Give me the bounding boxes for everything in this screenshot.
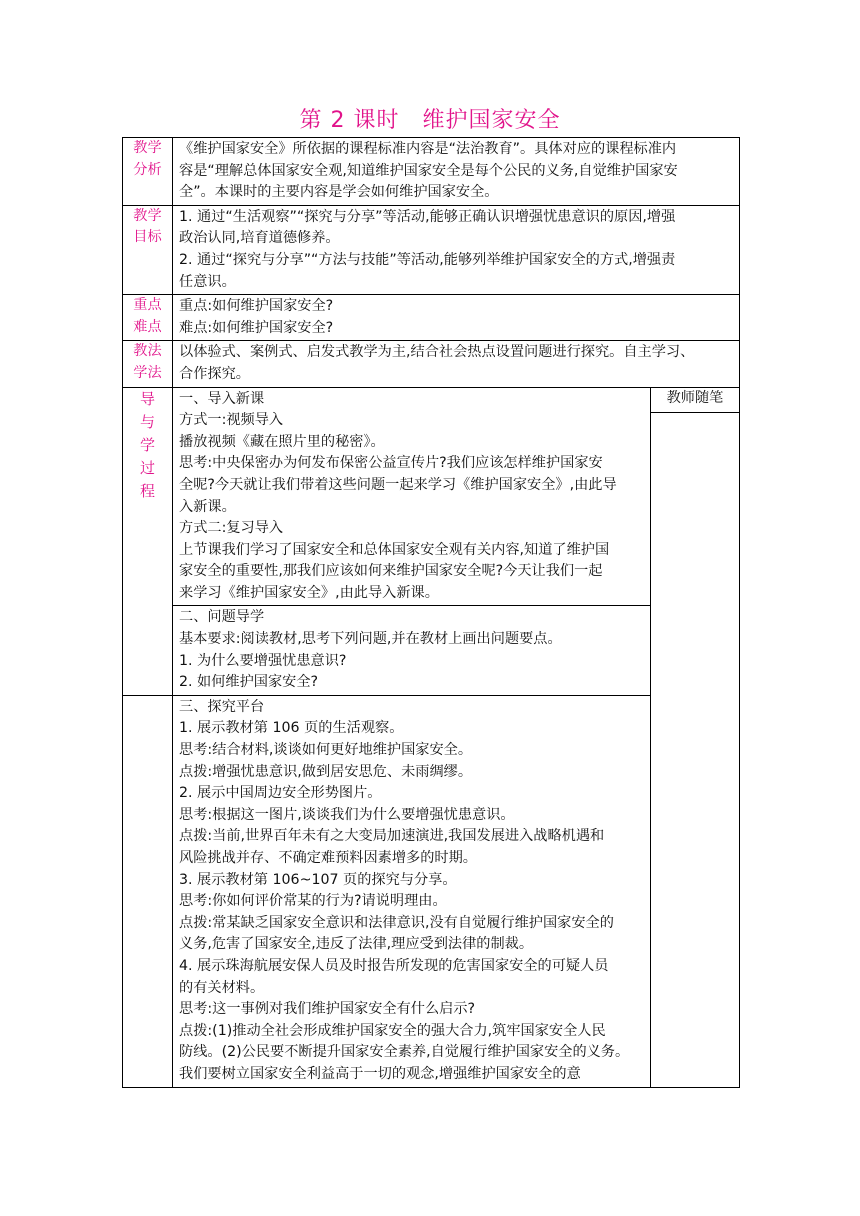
section-inquiry-platform: [173, 695, 651, 1087]
text-line: 思考:你如何评价常某的行为?请说明理由。: [179, 893, 447, 910]
text-line: 上节课我们学习了国家安全和总体国家安全观有关内容,知道了维护国: [179, 541, 610, 558]
text-line: 思考:根据这一图片,谈谈我们为什么要增强忧患意识。: [179, 806, 515, 823]
label-char: 过: [139, 458, 155, 477]
text-line: 点拨:常某缺乏国家安全意识和法律意识,没有自觉履行维护国家安全的: [179, 914, 614, 931]
text-line: 1. 为什么要增强忧患意识?: [179, 652, 347, 669]
row-process-section1: [123, 387, 740, 412]
teacher-notes-header: 教师随笔: [651, 387, 740, 412]
teaching-objectives-content: [173, 205, 740, 294]
text-line: 家安全的重要性,那我们应该如何来维护国家安全呢?今天让我们一起: [179, 563, 603, 580]
text-line: 思考:结合材料,谈谈如何更好地维护国家安全。: [179, 742, 473, 759]
text-line: 点拨:当前,世界百年未有之大变局加速演进,我国发展进入战略机遇和: [179, 828, 605, 845]
text-line: 2. 展示中国周边安全形势图片。: [179, 785, 382, 802]
text-line: 2. 通过“探究与分享”“方法与技能”等活动,能够列举维护国家安全的方式,增强责: [179, 251, 676, 268]
text-line: 基本要求:阅读教材,思考下列问题,并在教材上画出问题要点。: [179, 631, 562, 648]
text-line: 点拨:(1)推动全社会形成维护国家安全的强大合力,筑牢国家安全人民: [179, 1022, 606, 1039]
text-line: 来学习《维护国家安全》,由此导入新课。: [179, 584, 439, 601]
text-line: 政治认同,培育道德修养。: [179, 230, 340, 247]
text-line: 入新课。: [179, 498, 236, 515]
text-line: 任意识。: [179, 273, 236, 290]
methods-content: [173, 341, 740, 387]
label-line: 目标: [133, 229, 162, 246]
text-line: 4. 展示珠海航展安保人员及时报告所发现的危害国家安全的可疑人员: [179, 957, 609, 974]
text-line: 方式二:复习导入: [179, 520, 284, 537]
text-line: 合作探究。: [179, 365, 250, 382]
row-methods: [123, 341, 740, 387]
text-line: 难点:如何维护国家安全?: [179, 319, 334, 336]
label-char: 程: [139, 481, 155, 500]
label-teaching-analysis: [123, 138, 173, 206]
text-line: 防线。(2)公民要不断提升国家安全素养,自觉履行维护国家安全的义务。: [179, 1044, 630, 1061]
page-title: 第 2 课时 维护国家安全: [299, 108, 561, 133]
key-points-content: [173, 295, 740, 341]
text-line: 一、导入新课: [179, 390, 265, 407]
label-char: 导: [139, 389, 155, 408]
text-line: 思考:这一事例对我们维护国家安全有什么启示?: [179, 1001, 476, 1018]
lesson-plan-table: [122, 137, 740, 1088]
teacher-notes-area: [651, 412, 740, 1087]
teaching-analysis-content: [173, 138, 740, 206]
label-char: 学: [139, 435, 155, 454]
label-line: 教学: [133, 207, 162, 224]
label-process-continued: [123, 695, 173, 1087]
label-key-points: [123, 295, 173, 341]
label-line: 教法: [133, 343, 162, 360]
label-line: 分析: [133, 161, 162, 178]
text-line: 方式一:视频导入: [179, 412, 284, 429]
label-process: [123, 387, 173, 695]
text-line: 思考:中央保密办为何发布保密公益宣传片?我们应该怎样维护国家安: [179, 455, 603, 472]
text-line: 2. 如何维护国家安全?: [179, 674, 319, 691]
text-line: 义务,危害了国家安全,违反了法律,理应受到法律的制裁。: [179, 936, 534, 953]
text-line: 三、探究平台: [179, 698, 265, 715]
row-teaching-objectives: [123, 205, 740, 294]
text-line: 《维护国家安全》所依据的课程标准内容是“法治教育”。具体对应的课程标准内: [179, 141, 677, 157]
text-line: 容是“理解总体国家安全观,知道维护国家安全是每个公民的义务,自觉维护国家安: [179, 162, 678, 179]
text-line: 全”。本课时的主要内容是学会如何维护国家安全。: [179, 184, 499, 201]
text-line: 以体验式、案例式、启发式教学为主,结合社会热点设置问题进行探究。自主学习、: [179, 344, 695, 361]
text-line: 播放视频《藏在照片里的秘密》。: [179, 433, 385, 450]
row-process-section3: [123, 695, 740, 1087]
label-line: 教学: [133, 140, 162, 156]
row-teaching-analysis: [123, 138, 740, 206]
label-line: 难点: [133, 318, 162, 335]
text-line: 的有关材料。: [179, 979, 265, 996]
text-line: 点拨:增强忧患意识,做到居安思危、未雨绸缪。: [179, 763, 473, 780]
row-process-section2: [123, 606, 740, 695]
section-lead-in: [173, 387, 651, 606]
label-methods: [123, 341, 173, 387]
section-guided-questions: [173, 606, 651, 695]
row-key-points: [123, 295, 740, 341]
text-line: 1. 展示教材第 106 页的生活观察。: [179, 720, 404, 737]
label-teaching-objectives: [123, 205, 173, 294]
text-line: 1. 通过“生活观察”“探究与分享”等活动,能够正确认识增强忧患意识的原因,增强: [179, 208, 676, 225]
text-line: 二、问题导学: [179, 609, 265, 626]
label-line: 学法: [133, 364, 162, 381]
label-line: 重点: [133, 297, 162, 314]
text-line: 重点:如何维护国家安全?: [179, 298, 334, 315]
text-line: 3. 展示教材第 106~107 页的探究与分享。: [179, 871, 457, 888]
text-line: 风险挑战并存、不确定难预料因素增多的时期。: [179, 850, 477, 866]
text-line: 全呢?今天就让我们带着这些问题一起来学习《维护国家安全》,由此导: [179, 476, 617, 493]
text-line: 我们要树立国家安全利益高于一切的观念,增强维护国家安全的意: [179, 1065, 581, 1082]
label-char: 与: [139, 412, 155, 431]
